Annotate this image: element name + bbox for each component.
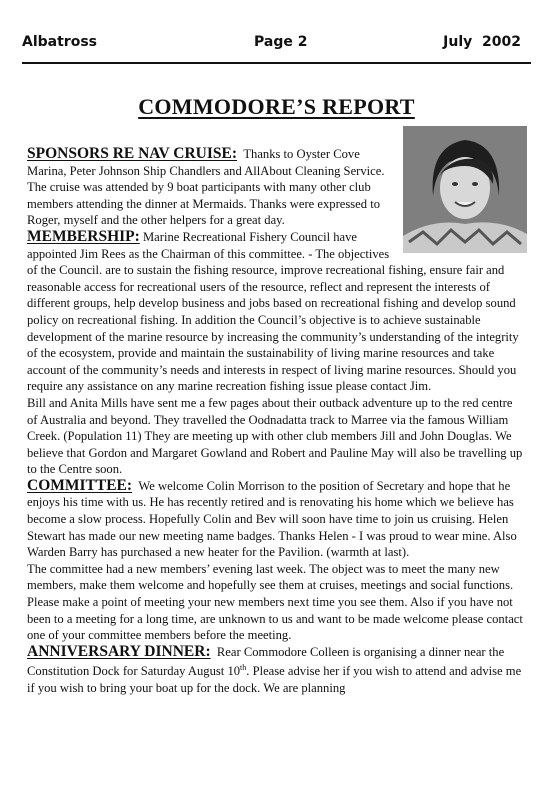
membership-heading: MEMBERSHIP: <box>27 227 140 245</box>
new-members-paragraph: The committee had a new members’ evening last week. The object was to meet the many new members, make them welcome and hopefully see them at cruises, meetings and social functions. Please make a point of meeting your new members next time you see them. Also if you have not been to a meeting for a long time, are unknown to us and want to be made welcome please contact one of your committee members before the meeting. <box>27 561 523 643</box>
dinner-paragraph <box>27 644 524 697</box>
committee-paragraph <box>27 478 524 561</box>
commodore-photo <box>403 126 527 253</box>
page-title: COMMODORE’S REPORT <box>138 94 415 119</box>
page-header <box>22 34 531 58</box>
committee-text: We welcome Colin Morrison to the position of Secretary and hope that he enjoys his time with us. He has recently retired and is renovating his home which we believe has become a slow process. Hopefully Colin and Bev will soon have time to join us cruising. Helen Stewart has made our new meeting name badges. Thanks Helen - I was proud to wear mine. Also Warden Barry has purchased a new heater for the Pavilion. (warmth at last). <box>27 478 517 560</box>
committee-heading: COMMITTEE: <box>27 476 133 494</box>
page-number: Page 2 <box>254 34 308 50</box>
header-divider <box>22 62 531 64</box>
portrait-image <box>403 126 527 253</box>
sponsors-heading: SPONSORS RE NAV CRUISE: <box>27 145 238 162</box>
dinner-text-b: . Please advise her if you wish to attend and advise me if you wish to bring your boat up for the dock. We are planning <box>27 664 522 696</box>
article-body <box>27 146 524 697</box>
membership-paragraph <box>27 229 524 395</box>
sponsors-text: Thanks to Oyster Cove Marina, Peter Johnson Ship Chandlers and AllAbout Cleaning Service. The cruise was attended by 9 boat participants with many other club members attending the dinner at Mermaids. Thanks were expressed to Roger, myself and the other helpers for a great day. <box>27 147 385 228</box>
dinner-text-a: Rear Commodore Colleen is organising a dinner near the Constitution Dock for Saturday August 10 <box>27 644 505 679</box>
newsletter-name: Albatross <box>22 34 97 50</box>
membership-text: Marine Recreational Fishery Council have appointed Jim Rees as the Chairman of this committee. - The objectives of the Council. are to sustain the fishing resource, improve recreational fishing, ensure fair and reasonable access for recreational users of the resource, reflect and represent the interests of different groups, help develop business and jobs based on recreational fishing and develop sound policy on recreational fishing. In addition the Council’s objective is to achieve sustainable development of the marine resource by increasing the community’s understanding of the integrity of the ecosystem, provide and maintain the sustainability of living marine resources and take account of the community’s needs and interests in respect of living marine resources. Should you require any assistance on any marine recreation fishing issue please contact Jim. <box>27 229 519 394</box>
issue-date: July 2002 <box>443 34 521 50</box>
dinner-heading: ANNIVERSARY DINNER: <box>27 642 211 660</box>
dinner-date-suffix: th <box>240 663 247 673</box>
outback-paragraph: Bill and Anita Mills have sent me a few pages about their outback adventure up to the red centre of Australia and beyond. They travelled the Oodnadatta track to Marree via the famous William Creek. (Population 11) They are meeting up with other club members Jill and John Douglas. We believe that Gordon and Margaret Gowland and Robert and Pauline May will also be travelling up to the Centre soon. <box>27 395 523 477</box>
